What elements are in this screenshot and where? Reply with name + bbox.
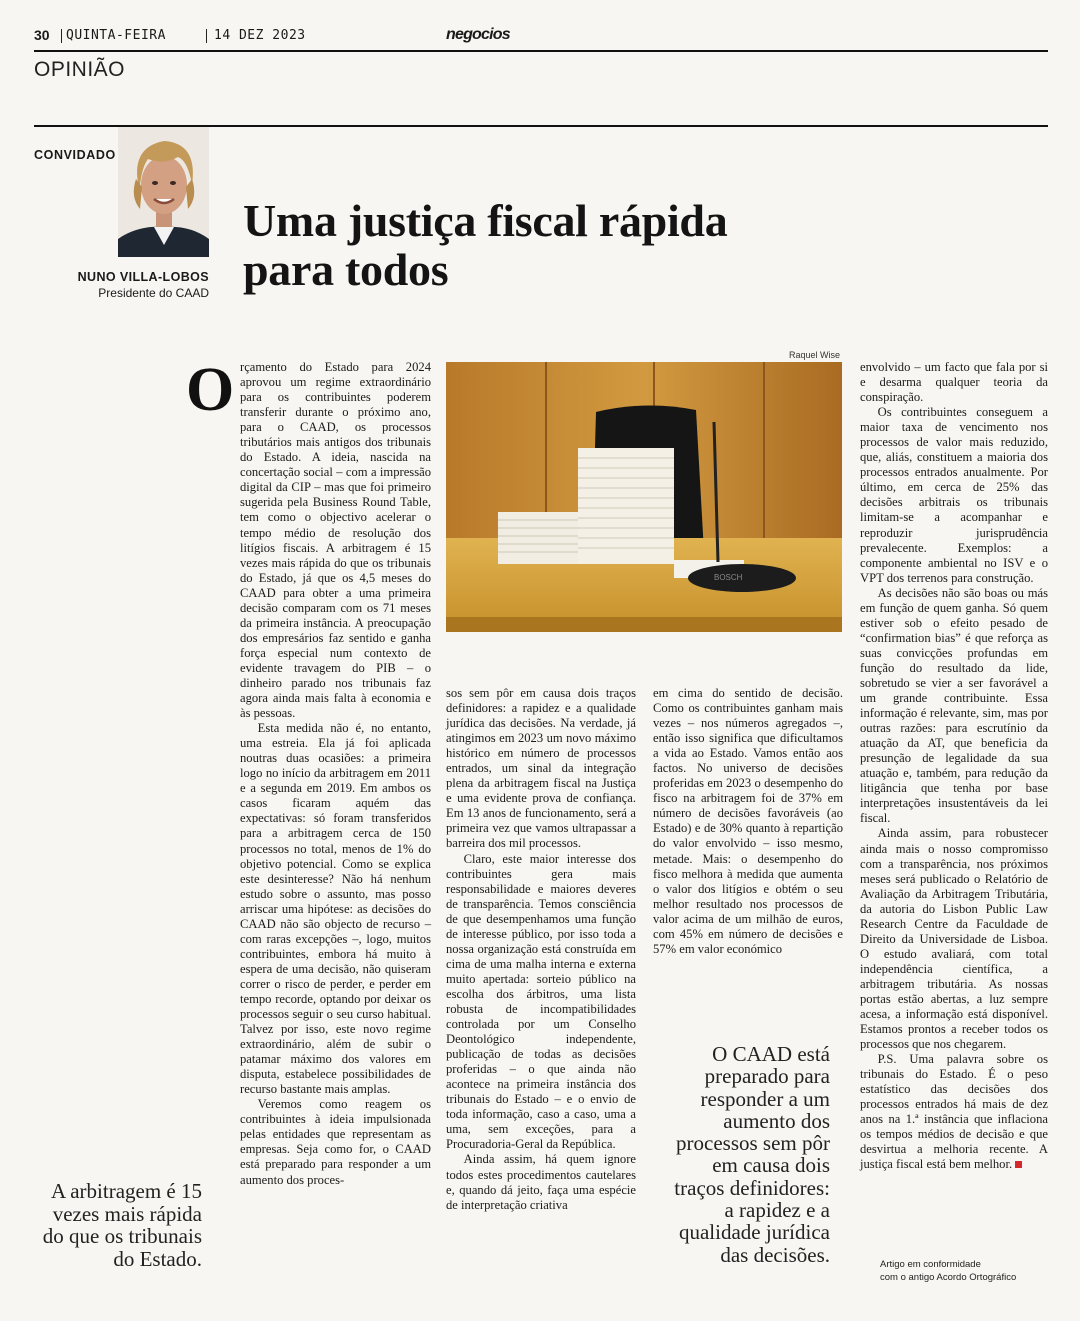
headline-line-2: para todos [243,244,449,295]
author-name: NUNO VILLA-LOBOS [77,270,209,284]
body-paragraph: Claro, este maior interesse dos contribuintes gera mais responsabilidade e maiores deveres de transparência. Temos consciência de que desempenhamos uma função de interesse público, por isso toda a nossa organização está construída em cima de uma malha interna e externa muito apertada: sorteio público na escolha dos árbitros, uma lista robusta de incompatibilidades controlada por um Conselho Deontológico independente, publicação de todas as decisões proferidas – o que ainda não acontece na primeira instância dos tribunais do Estado – e o envio de toda informação, caso a caso, uma a uma, sem exceções, para a Procuradoria-Geral da República. [446,851,636,1152]
body-paragraph: envolvido – um facto que fala por si e desarma qualquer teoria da conspiração. [860,360,1048,405]
body-text: P.S. Uma palavra sobre os tribunais do Estado. É o peso estatístico das decisões dos processos entrados há mais de dez anos na 1.ª instância que inflaciona os tempos médios de decisão e que desvirtua a melhoria recente. A justiça fiscal está bem melhor. [860,1052,1048,1172]
body-text: rçamento do Estado para 2024 aprovou um regime extraordinário para os contribuintes poderem transferir durante o próximo ano, para o CAAD, os processos tributários mais antigos dos tribunais do Estado. A ideia, nascida na concertação social – com a impressão digital da CIP – mas que foi primeiro sugerida pela Business Round Table, tem como o objectivo acelerar o tempo médio de resolução dos litígios fiscais. A arbitragem é 15 vezes mais rápida do que os tribunais do Estado, já que os 4,5 meses do CAAD para obter a uma primeira decisão comparam com os 71 meses da primeira instância. A preocupação dos empresários faz sentido e ganha força especial num contexto de evidente travagem do PIB – o dinheiro parado nos tribunais faz agora ainda mais falta à economia e às pessoas. [240,360,431,721]
body-column-1 [240,360,431,1188]
orthography-note [880,1258,1050,1284]
body-paragraph: sos sem pôr em causa dois traços definidores: a rapidez e a qualidade jurídica das decisões. Na verdade, já atingimos em 2023 um novo máximo histórico em número de processos entrados, um sinal da integração plena da arbitragem fiscal na Justiça e uma evidente prova de confiança. Em 13 anos de funcionamento, será a primeira vez que vamos ultrapassar a barreira dos mil processos. [446,686,636,851]
body-column-3 [653,686,843,957]
article-headline [243,196,1003,294]
body-paragraph: As decisões não são boas ou más em função de quem ganha. Só quem estiver sob o efeito pesado de “confirmation bias” é que reforça as suas convicções profundas em função do resultado da lide, sobretudo se vier a ser favorável a um grande contribuinte. Essa informação é relevante, sim, mas por outras razões: para escrutínio da atuação da AT, que beneficia da presunção de legalidade da sua atuação e, também, para redução da litigância que tenha por base interpretações insustentáveis da lei fiscal. [860,585,1048,826]
section-title: OPINIÃO [34,58,126,81]
header-weekday: QUINTA-FEIRA [66,28,166,43]
body-paragraph: Ainda assim, para robustecer ainda mais o nosso compromisso com a transparência, nos próximos meses será publicado o Relatório de Avaliação da Arbitragem Tributária, da autoria do Lisbon Public Law Research Centre da Faculdade de Direito da Universidade de Lisboa. O estudo avaliará, com total independência científica, a arbitragem tributária. As nossas portas estão abertas, a luz sempre acesa, a informação está disponível. Estamos prontos a receber todos os processos que nos chegarem. [860,826,1048,1052]
mic-brand-label: BOSCH [714,573,743,582]
body-column-2 [446,686,636,1213]
brand-logo: negocios [446,26,510,43]
header-date: 14 DEZ 2023 [214,28,306,43]
header-divider [206,29,207,43]
body-paragraph: Os contribuintes conseguem a maior taxa de vencimento nos processos de valor mais reduzido, que, aliás, constituem a maioria dos processos entrados anualmente. Por último, em cerca de 25% das decisões arbitrais os tribunais limitam-se a acompanhar e reproduzir jurisprudência prevalecente. Exemplos: a componente ambiental no ISV e o VPT dos terrenos para construção. [860,405,1048,585]
author-role: Presidente do CAAD [98,286,209,300]
page-number: 30 [34,27,50,43]
header-divider [61,29,62,43]
drop-cap: O [186,356,235,424]
body-paragraph: Veremos como reagem os contribuintes à ideia impulsionada pelas entidades que representam as empresas. Seja como for, o CAAD está preparado para responder a um aumento dos proces- [240,1097,431,1187]
page-header [34,24,1048,52]
body-paragraph [240,360,431,721]
orthography-note-line-1: Artigo em conformidade [880,1259,981,1270]
photo-credit: Raquel Wise [788,350,840,360]
headline-line-1: Uma justiça fiscal rápida [243,195,728,246]
article-photo [446,362,842,632]
end-of-article-mark [1015,1161,1022,1168]
body-paragraph: Esta medida não é, no entanto, uma estreia. Ela já foi aplicada noutras duas ocasiões: a primeira logo no início da arbitragem em 2011 e a segunda em 2019. Em ambos os casos ficaram aquém das expectativas: só foram transferidos para a arbitragem cerca de 150 processos no total, menos de 1% do objetivo potencial. Como se explica este desinteresse? Não há nenhum estudo sobre o assunto, mas posso arriscar uma hipótese: as decisões do CAAD não são objecto de recurso – com raras excepções –, logo, muitos contribuintes, embora há muito à espera de uma decisão, não quiseram correr o risco de perder, e perder em tempo recorde, optando por deixar os processos seguir o seu curso habitual. Talvez por isso, este novo regime extraordinário, além de subir o patamar máximo dos valores em disputa, estabelece possibilidades de recurso bastante mais amplas. [240,721,431,1097]
pull-quote-right: O CAAD está preparado para responder a um aumento dos processos sem pôr em causa dois traços definidores: a rapidez e a qualidade jurídica das decisões. [674,1042,830,1267]
body-paragraph: Ainda assim, há quem ignore todos estes procedimentos cautelares e, quando dá jeito, faça uma espécie de interpretação criativa [446,1152,636,1212]
author-portrait [118,127,209,257]
courtroom-desk-illustration [446,362,842,632]
author-tag: CONVIDADO [34,148,116,162]
pull-quote-left: A arbitragem é 15 vezes mais rápida do que os tribunais do Estado. [42,1179,202,1271]
body-column-4 [860,360,1048,1173]
portrait-illustration [118,127,209,257]
orthography-note-line-2: com o antigo Acordo Ortográfico [880,1272,1017,1283]
body-paragraph: em cima do sentido de decisão. Como os contribuintes ganham mais vezes – nos números agregados –, então isso significa que dificultamos a vida ao Estado. Vamos então aos factos. No universo de decisões proferidas em 2023 o desempenho do fisco na arbitragem foi de 37% em número de decisões favoráveis (ao Estado) e de 30% quanto à repartição do valor envolvido – isso mesmo, metade. Mais: o desempenho do fisco melhora à medida que aumenta o valor dos litígios e obtém o seu melhor resultado nos processos de valor acima de um milhão de euros, com 45% em número de decisões e 57% em valor económico [653,686,843,956]
body-paragraph [860,1052,1048,1172]
